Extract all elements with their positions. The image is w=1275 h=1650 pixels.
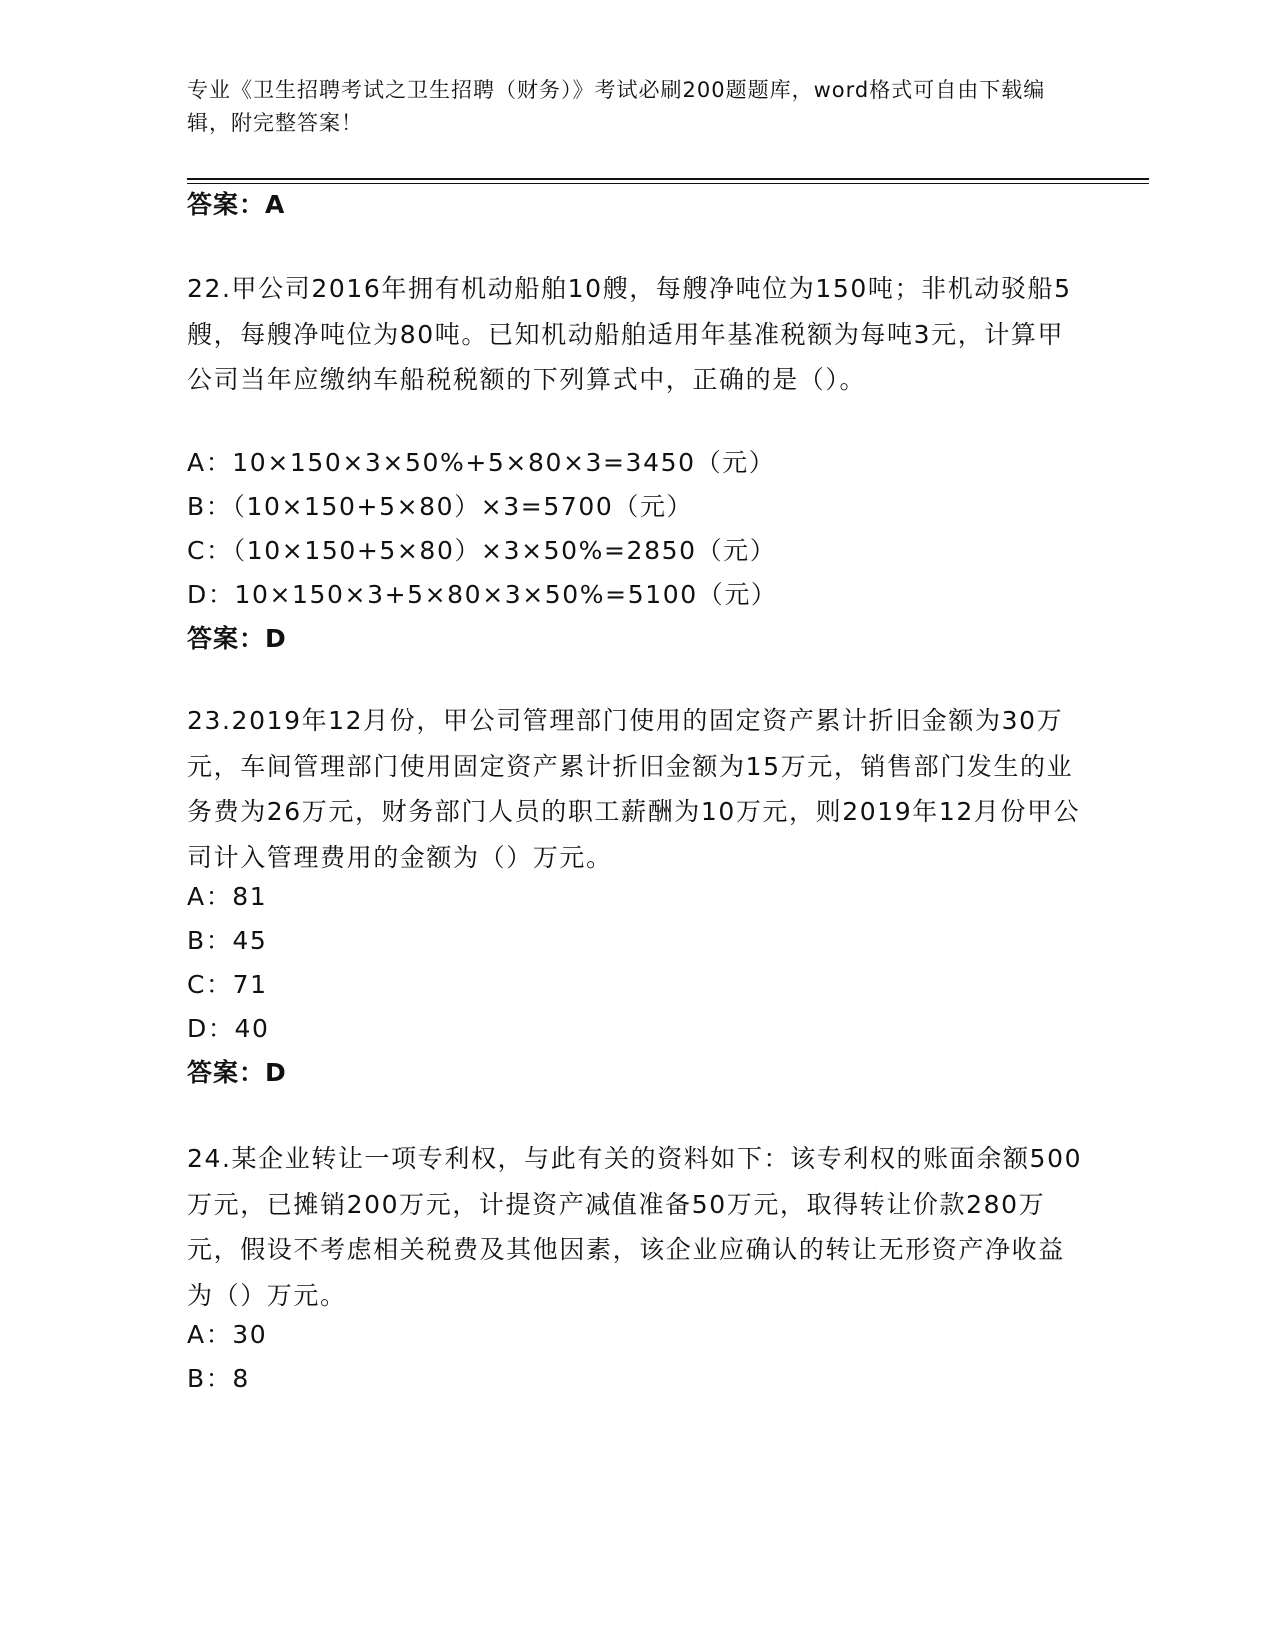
question-23-option-d: D：40 [187,1014,270,1043]
answer-q23: 答案：D [187,1058,287,1087]
question-22-option-b: B：（10×150+5×80）×3=5700（元） [187,492,694,521]
question-22-stem: 22.甲公司2016年拥有机动船舶10艘，每艘净吨位为150吨；非机动驳船5艘，每艘净吨位为80吨。已知机动船舶适用年基准税额为每吨3元，计算甲公司当年应缴纳车船税税额的下列算式中，正确的是（）。 [187,274,1072,394]
answer-q22: 答案：D [187,624,287,653]
question-24-option-b: B：8 [187,1364,250,1393]
question-23-option-b: B：45 [187,926,268,955]
question-22-option-c: C：（10×150+5×80）×3×50%=2850（元） [187,536,777,565]
header-rule-thick [187,178,1149,180]
question-24-option-a: A：30 [187,1320,268,1349]
question-23-option-c: C：71 [187,970,268,999]
page-header: 专业《卫生招聘考试之卫生招聘（财务）》考试必刷200题题库，word格式可自由下载编辑，附完整答案！ [187,78,1046,135]
header-rule-thin [187,183,1149,184]
question-23-option-a: A：81 [187,882,268,911]
question-22-option-a: A：10×150×3×50%+5×80×3=3450（元） [187,448,776,477]
question-23-stem: 23.2019年12月份，甲公司管理部门使用的固定资产累计折旧金额为30万元，车间管理部门使用固定资产累计折旧金额为15万元，销售部门发生的业务费为26万元，财务部门人员的职工薪酬为10万元，则2019年12月份甲公司计入管理费用的金额为（）万元。 [187,706,1081,872]
question-22-option-d: D：10×150×3+5×80×3×50%=5100（元） [187,580,778,609]
answer-q21: 答案：A [187,190,286,219]
question-24-stem: 24.某企业转让一项专利权，与此有关的资料如下：该专利权的账面余额500万元，已摊销200万元，计提资产减值准备50万元，取得转让价款280万元，假设不考虑相关税费及其他因素，该企业应确认的转让无形资产净收益为（）万元。 [187,1144,1083,1310]
